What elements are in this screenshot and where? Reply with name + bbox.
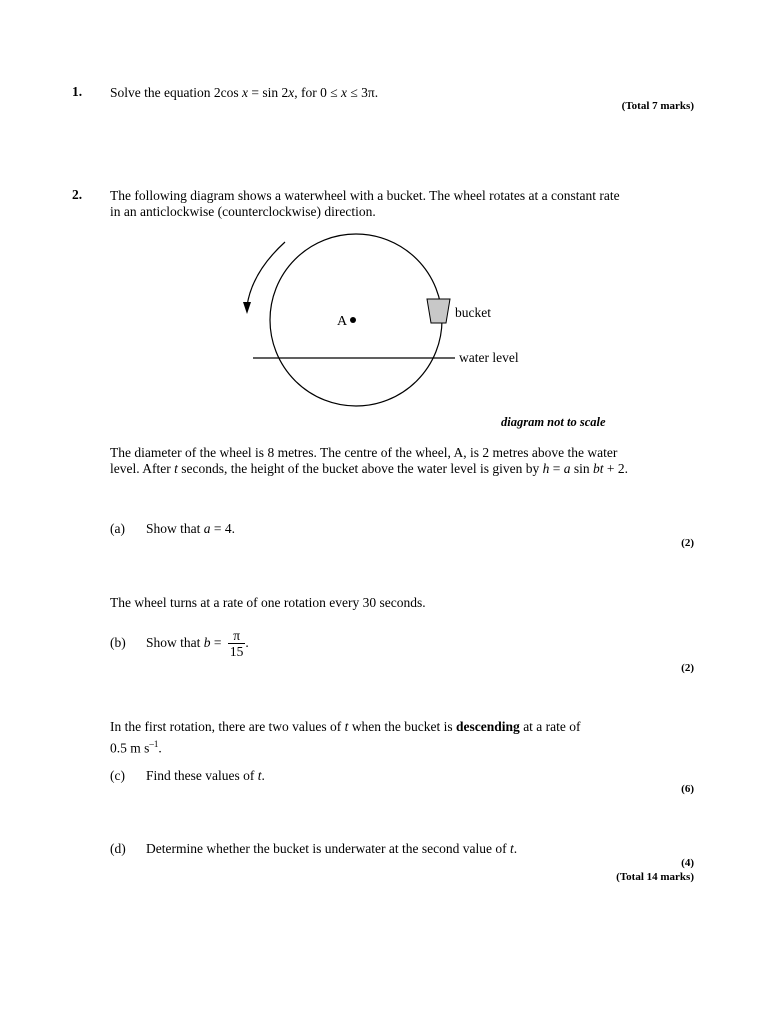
part-a-text xyxy=(146,520,235,537)
rotation-arrow xyxy=(247,242,285,306)
question-1-number: 1. xyxy=(72,84,83,99)
info-text-part: + 2. xyxy=(603,461,629,476)
part-c-text-part: . xyxy=(261,768,265,783)
desc-text-part: . xyxy=(158,740,162,756)
info-text-part: seconds, the height of the bucket above the water level is given by xyxy=(177,461,543,476)
desc-text-part: In the first rotation, there are two values of xyxy=(110,719,345,734)
desc-superscript: –1 xyxy=(149,739,159,749)
rotation-arrowhead-icon xyxy=(243,302,251,314)
part-d-text-part: Determine whether the bucket is underwater at the second value of xyxy=(146,841,510,856)
rotation-rate-text: The wheel turns at a rate of one rotation every 30 seconds. xyxy=(110,595,426,610)
part-a-var: a xyxy=(203,521,211,536)
descending-info-line-1 xyxy=(110,718,581,735)
part-c-text xyxy=(146,767,265,784)
fraction-numerator: π xyxy=(228,628,246,644)
part-b-text-part: Show that xyxy=(146,635,204,650)
part-d-label: (d) xyxy=(110,841,126,856)
part-a-text-part: Show that xyxy=(146,521,204,536)
q1-text-part: = sin 2 xyxy=(247,85,289,100)
info-var: t xyxy=(174,461,178,476)
desc-text-part: at a rate of xyxy=(519,719,581,734)
info-var: a xyxy=(563,461,571,476)
question-2-info-line-1: The diameter of the wheel is 8 metres. The centre of the wheel, A, is 2 metres above the water xyxy=(110,445,618,460)
part-a-marks: (2) xyxy=(681,537,694,549)
part-b-marks: (2) xyxy=(681,662,694,674)
info-var: h xyxy=(542,461,550,476)
question-2-total-marks: (Total 14 marks) xyxy=(616,871,694,883)
info-text-part: level. After xyxy=(110,461,175,476)
descending-info-line-2 xyxy=(110,736,162,757)
part-b-text-part: = xyxy=(210,635,225,650)
diagram-not-to-scale-note: diagram not to scale xyxy=(501,415,606,429)
part-c-text-part: Find these values of xyxy=(146,768,258,783)
waterwheel-diagram xyxy=(0,0,768,440)
part-a-text-part: = 4. xyxy=(210,521,236,536)
water-level-label: water level xyxy=(459,350,519,365)
q1-var: x xyxy=(241,85,248,100)
desc-var: t xyxy=(344,719,349,734)
part-b-text xyxy=(146,626,249,659)
part-d-text xyxy=(146,840,517,857)
part-d-marks: (4) xyxy=(681,857,694,869)
part-c-label: (c) xyxy=(110,768,125,783)
info-text-part: sin xyxy=(570,461,594,476)
part-b-label: (b) xyxy=(110,635,126,650)
q1-text-part: ≤ 3π. xyxy=(347,85,379,100)
q1-var: x xyxy=(341,85,348,100)
question-2-intro-line-2: in an anticlockwise (counterclockwise) direction. xyxy=(110,204,376,219)
part-c-var: t xyxy=(257,768,262,783)
part-d-text-part: . xyxy=(513,841,518,856)
bucket-label: bucket xyxy=(455,305,491,320)
pi-over-15-fraction xyxy=(228,628,249,660)
centre-point xyxy=(350,317,356,323)
q1-var: x xyxy=(288,85,295,100)
desc-text-part: when the bucket is xyxy=(348,719,457,734)
fraction-denominator: 15 xyxy=(229,644,244,660)
q1-text-part: Solve the equation 2cos xyxy=(110,85,242,100)
bucket-icon xyxy=(427,299,450,323)
part-d-var: t xyxy=(509,841,514,856)
part-b-text-part: . xyxy=(245,635,249,650)
desc-bold-word: descending xyxy=(456,719,520,734)
centre-label: A xyxy=(337,314,348,329)
question-1-total-marks: (Total 7 marks) xyxy=(621,100,694,112)
question-2-intro-line-1: The following diagram shows a waterwheel with a bucket. The wheel rotates at a constant rate xyxy=(110,188,620,203)
info-text-part: = xyxy=(549,461,564,476)
part-b-var: b xyxy=(203,635,211,650)
question-2-number: 2. xyxy=(72,187,83,202)
part-c-marks: (6) xyxy=(681,783,694,795)
desc-text-part: 0.5 m s xyxy=(110,740,150,756)
part-a-label: (a) xyxy=(110,521,125,536)
info-var: bt xyxy=(593,461,604,476)
q1-text-part: , for 0 ≤ xyxy=(294,85,342,100)
question-2-info-line-2 xyxy=(110,460,628,477)
